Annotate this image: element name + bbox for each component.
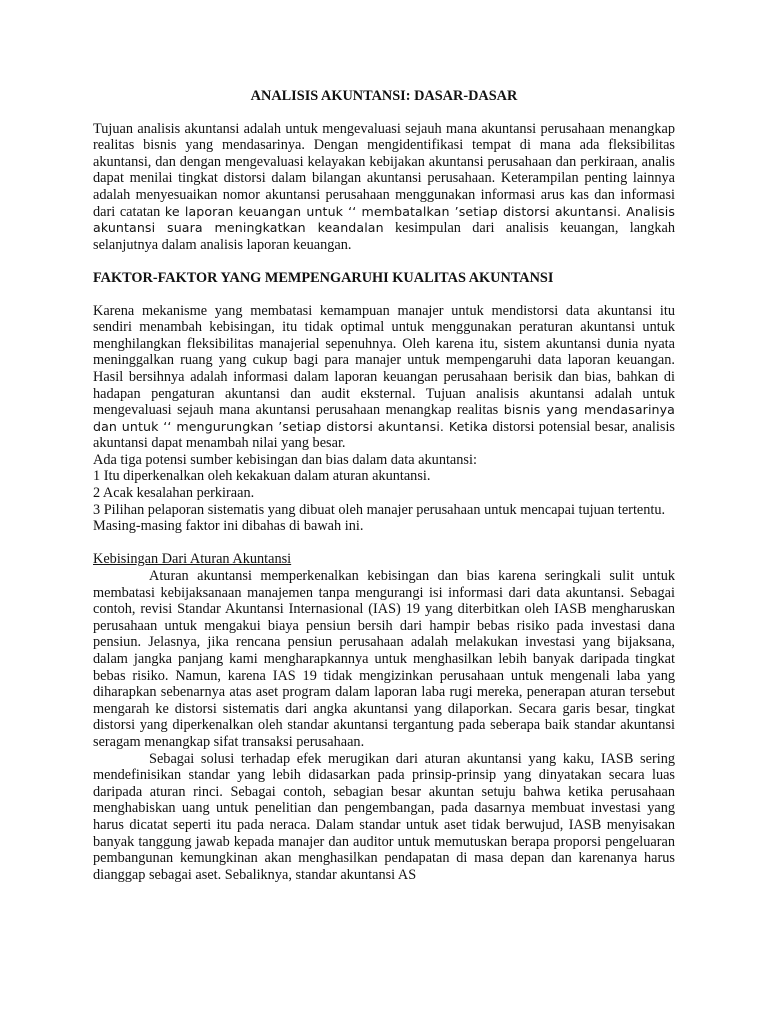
list-intro: Ada tiga potensi sumber kebisingan dan bias dalam data akuntansi: xyxy=(93,451,477,468)
list-item: 3 Pilihan pelaporan sistematis yang dibuat oleh manajer perusahaan untuk mencapai tujuan tertentu. xyxy=(93,501,666,518)
document-title: ANALISIS AKUNTANSI: DASAR-DASAR xyxy=(250,88,518,104)
intro-text-a: Tujuan analisis akuntansi adalah untuk mengevaluasi sejauh mana akuntansi perusahaan menangkap realitas bisnis yang mendasarinya. Dengan mengidentifikasi tempat di mana ada fleksibilitas akuntansi, dan dengan mengevaluasi kelayakan kebijakan akuntansi perusahaan dan perkiraan, analis dapat menilai tingkat distorsi dalam bilangan akuntansi perusahaan. Keterampilan penting lainnya adalah menyesuaikan nomor akuntansi perusahaan menggunakan informasi arus kas dan informasi dari catatan xyxy=(93,120,675,220)
section1-paragraph xyxy=(93,303,675,452)
list-outro: Masing-masing faktor ini dibahas di bawah ini. xyxy=(93,518,364,535)
intro-text-c: kesimpulan dari analisis keuangan, langkah selanjutnya dalam analisis laporan keuangan. xyxy=(93,220,675,253)
list-item: 2 Acak kesalahan perkiraan. xyxy=(93,485,255,502)
section2-paragraph-1: Aturan akuntansi memperkenalkan kebisingan dan bias karena seringkali sulit untuk membatasi kebijaksanaan manajemen tanpa mengurangi isi informasi dari data akuntansi. Sebagai contoh, revisi Standar Akuntansi Internasional (IAS) 19 yang diterbitkan oleh IASB mengharuskan perusahaan untuk mengakui biaya pensiun bersih dari hampir bebas risiko pada investasi dana pensiun. Jelasnya, jika rencana pensiun perusahaan adalah melakukan investasi yang bijaksana, dalam jangka panjang kami mengharapkannya untuk menghasilkan lebih banyak daripada tingkat bebas risiko. Namun, karena IAS 19 tidak mengizinkan perusahaan untuk mengenali laba yang diharapkan sebenarnya atas aset program dalam laporan laba rugi mereka, penerapan aturan tersebut mengarah ke distorsi sistematis dari angka akuntansi yang dilaporkan. Secara garis besar, tingkat distorsi yang diperkenalkan oleh standar akuntansi tergantung pada seberapa baik standar akuntansi seragam menangkap sifat transaksi perusahaan. xyxy=(93,568,675,750)
list-item: 1 Itu diperkenalkan oleh kekakuan dalam aturan akuntansi. xyxy=(93,468,431,485)
section-heading-rules-noise: Kebisingan Dari Aturan Akuntansi xyxy=(93,551,292,568)
section1-text-a: Karena mekanisme yang membatasi kemampuan manajer untuk mendistorsi data akuntansi itu sendiri menambah kebisingan, itu tidak optimal untuk menggunakan peraturan akuntansi untuk menghilangkan fleksibilitas manajerial sepenuhnya. Oleh karena itu, sistem akuntansi dunia nyata meninggalkan ruang yang cukup bagi para manajer untuk mempengaruhi data laporan keuangan. Hasil bersihnya adalah informasi dalam laporan keuangan perusahaan berisik dan bias, bahkan di hadapan pengaturan akuntansi dan audit eksternal. Tujuan analisis akuntansi adalah untuk mengevaluasi sejauh mana akuntansi perusahaan menangkap realitas xyxy=(93,302,675,419)
section1-text-c: distorsi potensial besar, analisis akuntansi dapat menambah nilai yang besar. xyxy=(93,418,675,452)
section2-paragraph-2: Sebagai solusi terhadap efek merugikan dari aturan akuntansi yang kaku, IASB sering mendefinisikan standar yang lebih didasarkan pada prinsip-prinsip yang dinyatakan secara luas daripada aturan rinci. Sebagai contoh, sebagian besar akuntan setuju bahwa ketika perusahaan menghabiskan uang untuk penelitian dan pengembangan, pada dasarnya membuat investasi yang harus dicatat seperti itu pada neraca. Dalam standar untuk aset tidak berwujud, IASB menyisakan banyak tanggung jawab kepada manajer dan auditor untuk memutuskan berapa proporsi pengeluaran pembangunan kemungkinan akan menghasilkan pendapatan di masa depan dan karenanya harus dianggap sebagai aset. Sebaliknya, standar akuntansi AS xyxy=(93,750,675,883)
intro-text-b: ke laporan keuangan untuk ‘‘ membatalkan ’setiap distorsi akuntansi. Analisis akuntansi suara meningkatkan keandalan xyxy=(93,203,675,236)
document-body xyxy=(93,88,675,883)
intro-paragraph xyxy=(93,121,675,254)
section1-text-b: bisnis yang mendasarinya dan untuk ‘‘ mengurungkan ’setiap distorsi akuntansi. Ketika xyxy=(93,402,675,434)
section-heading-quality: FAKTOR-FAKTOR YANG MEMPENGARUHI KUALITAS AKUNTANSI xyxy=(93,269,554,286)
